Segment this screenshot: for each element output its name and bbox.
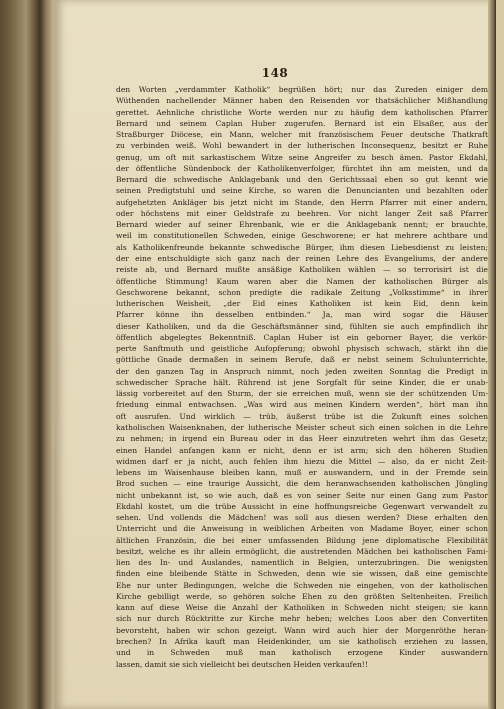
text-line: lien des In- und Auslandes, namentlich in Belgien, unterzubringen. Die wenigsten <box>116 558 488 568</box>
text-line: den Worten „verdammter Katholik“ begrüßen hört; nur das Zureden einiger dem <box>116 85 488 94</box>
text-line: sich nur durch Rücktritte zur Kirche mehr heben; welches Loos aber den Convertiten <box>116 614 488 624</box>
text-line: Wüthenden nachellender Männer haben den Reisenden vor thatsächlicher Mißhandlung <box>116 96 488 106</box>
text-line: der den ganzen Tag in Anspruch nimmt, noch jeden zweiten Sonntag die Predigt in <box>116 366 488 376</box>
text-line: Ekdahl kostet, um die trübe Aussicht in eine hoffnungsreiche Gegenwart verwandelt zu <box>116 501 488 511</box>
text-line: Bernard und seinem Caplan Huber zugerufen. Bernard ist ein Elsaßer, aus der <box>116 118 488 128</box>
text-line: der eine entschuldigte sich ganz nach der reinen Lehre des Evangeliums, der andere <box>116 253 488 263</box>
text-line: nicht unbekannt ist, so wie auch, daß es von seiner Seite nur einen Gang zum Pastor <box>116 490 488 500</box>
page-number: 148 <box>261 66 289 80</box>
text-line: Bernard die schwedische Anklagebank und den Gerichtssaal eben so gut kennt wie <box>116 175 488 185</box>
text-line: katholischen Waisenknaben, der lutherische Meister scheut sich einen solchen in die Lehre <box>116 422 488 432</box>
text-line: lässig vorbereitet auf den Sturm, der sie erreichen muß, wenn sie der schützenden Um- <box>116 389 488 399</box>
text-line: ältlichen Französin, die bei einer umfassenden Bildung jene diplomatische Flexibilität <box>116 535 488 545</box>
text-line: genug, um oft mit sarkastischem Witze seine Angreifer zu besch ämen. Pastor Ekdahl, <box>116 152 488 162</box>
book-page <box>54 0 496 709</box>
text-line: perte Sanftmuth und geistliche Aufopferung; obwohl physisch schwach, stärkt ihn die <box>116 344 488 354</box>
text-line: bevorsteht, haben wir schon gezeigt. Wann wird auch hier der Morgenröthe heran- <box>116 625 488 635</box>
text-line: Ehe nur unter Bedingungen, welche die Schweden nie eingehen, von der katholischen <box>116 580 488 590</box>
text-line: lebens im Waisenhause bleiben kann, muß er auswandern, und in der Fremde sein <box>116 468 488 478</box>
text-line: aufgehetzten Ankläger bis jetzt nicht im Stande, den Herrn Pfarrer mit einer andern, <box>116 197 488 207</box>
text-line: Straßburger Diöcese, ein Mann, welcher mit französischem Feuer deutsche Thatkraft <box>116 130 488 140</box>
text-line: als Katholikenfreunde bekannte schwedische Bürger, ihm diesen Liebesdienst zu leisten; <box>116 242 488 252</box>
text-line: lassen, damit sie sich vielleicht bei deutschen Heiden verkaufen!! <box>116 659 368 669</box>
text-line: öffentlich abgelegtes Bekenntniß. Caplan Huber ist ein geborner Bayer, die verkör- <box>116 332 488 342</box>
text-line: sehen. Und vollends die Mädchen! was soll aus diesen werden? Diese erhalten den <box>116 513 488 523</box>
text-line: oft ausrufen. Und wirklich — trüb, äußerst trübe ist die Zukunft eines solchen <box>116 411 488 421</box>
text-line: Brod suchen — eine traurige Aussicht, die dem heranwachsenden katholischen Jüngling <box>116 479 488 489</box>
text-line: Geschworene bekannt, schon predigte die radikale Zeitung „Volksstimme“ in ihrer <box>116 287 488 297</box>
text-line: zu nehmen; in irgend ein Bureau oder in das Heer einzutreten wehrt ihm das Gesetz; <box>116 434 488 444</box>
text-line: und in Schweden muß man katholisch erzogene Kinder auswandern <box>116 648 488 658</box>
text-line: besitzt, welche es ihr allein ermöglicht, die austretenden Mädchen bei katholischen Fami- <box>116 546 488 556</box>
text-line: kann auf diese Weise die Anzahl der Katholiken in Schweden nicht steigen; sie kann <box>116 603 488 613</box>
text-line: friedung einmal entwachsen. „Was wird aus meinen Kindern werden“, hört man ihn <box>116 400 488 410</box>
text-line: reiste ab, und Bernard mußte ansäßige Katholiken wählen — so terrorisirt ist die <box>116 265 488 275</box>
text-line: Kirche gebilligt werde, so gehören solche Ehen zu den größten Seltenheiten. Freilich <box>116 591 488 601</box>
text-line: Pfarrer könne ihn desselben entbinden.“ Ja, man wird sogar die Häuser <box>116 310 488 320</box>
text-line: zu verbinden weiß. Wohl bewandert in der lutherischen Inconsequenz, besitzt er Ruhe <box>116 141 488 151</box>
text-line: dieser Katholiken, und da die Geschäftsmänner sind, fühlten sie auch empfindlich ihr <box>116 321 488 331</box>
text-line: brechen? In Afrika kauft man Heidenkinder, um sie katholisch erziehen zu lassen, <box>116 637 488 647</box>
text-line: gerettet. Aehnliche christliche Worte werden nur zu häufig dem katholischen Pfarrer <box>116 107 488 117</box>
text-line: öffentliche Stimmung! Kaum waren aber die Namen der katholischen Bürger als <box>116 276 488 286</box>
text-line: göttliche Gnade dermaßen in seinem Berufe, daß er nebst seinem Schulunterrichte, <box>116 355 488 365</box>
page-edge-shadow <box>488 0 496 709</box>
text-line: der öffentliche Sündenbock der Katholikenverfolger, fürchtet ihn am meisten, und da <box>116 163 488 173</box>
text-line: widmen darf er ja nicht, auch fehlen ihm hiezu die Mittel — also, da er nicht Zeit- <box>116 456 488 466</box>
text-line: seinen Predigtstuhl und seine Kirche, so waren die Denuncianten und bezahlten oder <box>116 186 488 196</box>
text-line: schwedischer Sprache hält. Rührend ist jene Sorgfalt für seine Kinder, die er unab- <box>116 377 488 387</box>
text-line: oder höchstens mit einer Geldstrafe zu beehren. Vor nicht langer Zeit saß Pfarrer <box>116 208 488 218</box>
text-line: lutherischen Weisheit, „der Eid eines Katholiken ist kein Eid, denn kein <box>116 299 488 309</box>
text-line: finden eine bleibende Stätte in Schweden, denn wie sie wissen, daß eine gemischte <box>116 569 488 579</box>
text-line: einen Handel anfangen kann er nicht, denn er ist arm; sich den höheren Studien <box>116 445 488 455</box>
text-line: Bernard wieder auf seiner Ehrenbank, wie er die Anklagebank nennt; er brauchte, <box>116 220 488 230</box>
text-line: weil im constitutionellen Schweden, einige Geschworene; er hat mehrere achtbare und <box>116 231 488 241</box>
text-line: Unterricht und die Anweisung in weiblichen Arbeiten von Madame Boyer, einer schon <box>116 524 488 534</box>
body-text <box>116 84 488 670</box>
